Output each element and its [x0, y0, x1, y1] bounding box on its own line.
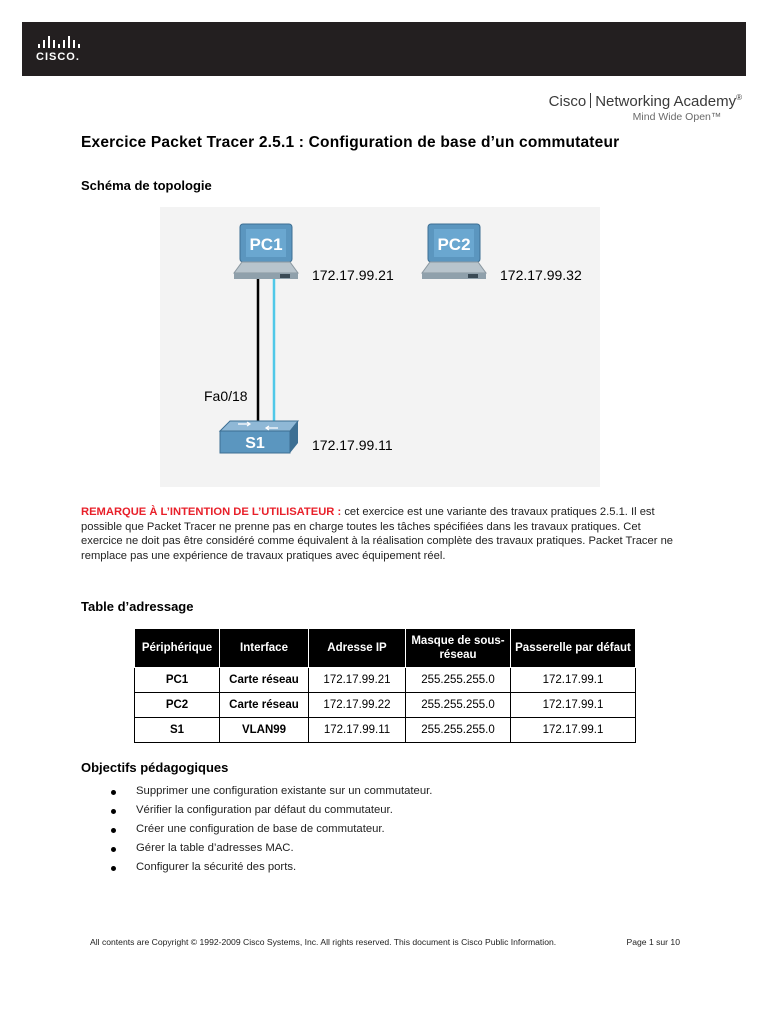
cisco-bars-icon	[38, 34, 96, 48]
table-cell: Carte réseau	[220, 668, 309, 693]
pc1-label: PC1	[249, 235, 283, 254]
list-item: Configurer la sécurité des ports.	[109, 861, 432, 880]
academy-tagline: Mind Wide Open™	[632, 111, 722, 123]
port-label: Fa0/18	[204, 388, 248, 404]
pc1-icon	[234, 224, 298, 279]
table-row	[135, 693, 636, 718]
table-cell: 255.255.255.0	[406, 668, 511, 693]
remark-body: cet exercice est une variante des travaux pratiques 2.5.1. Il est possible que Packet Tracer ne prenne pas en charge toutes les tâches spécifiées dans les travaux pratiques. Cet exercice ne doit pas être considéré comme équivalent à la réalisation complète des travaux pratiques. Packet Tracer ne remplace pas une expérience de travaux pratiques avec équipement réel.	[81, 506, 674, 562]
table-cell: PC1	[135, 668, 220, 693]
column-header: Périphérique	[135, 629, 220, 668]
column-header: Passerelle par défaut	[511, 629, 636, 668]
addressing-table	[134, 628, 636, 743]
pc2-icon	[422, 224, 486, 279]
objectives-heading: Objectifs pédagogiques	[81, 760, 229, 775]
table-cell: 255.255.255.0	[406, 693, 511, 718]
page-footer	[90, 937, 680, 947]
column-header: Interface	[220, 629, 309, 668]
table-cell: VLAN99	[220, 718, 309, 743]
table-row	[135, 718, 636, 743]
page-title: Exercice Packet Tracer 2.5.1 : Configuration de base d’un commutateur	[81, 134, 620, 151]
table-cell: 172.17.99.1	[511, 693, 636, 718]
table-cell: 172.17.99.21	[309, 668, 406, 693]
pc2-ip: 172.17.99.32	[500, 267, 582, 283]
registered-mark: ®	[736, 93, 742, 102]
table-cell: 172.17.99.1	[511, 718, 636, 743]
table-cell: Carte réseau	[220, 693, 309, 718]
table-cell: 172.17.99.22	[309, 693, 406, 718]
table-cell: 172.17.99.11	[309, 718, 406, 743]
page-number: Page 1 sur 10	[626, 937, 680, 947]
remark-lead: REMARQUE À L’INTENTION DE L’UTILISATEUR :	[81, 506, 342, 518]
table-cell: 255.255.255.0	[406, 718, 511, 743]
list-item: Vérifier la configuration par défaut du commutateur.	[109, 804, 432, 823]
column-header: Adresse IP	[309, 629, 406, 668]
topology-diagram	[160, 207, 600, 487]
table-cell: S1	[135, 718, 220, 743]
objectives-list	[109, 785, 432, 880]
switch-s1-icon	[220, 421, 298, 453]
cisco-logo	[36, 34, 96, 64]
column-header: Masque de sous-réseau	[406, 629, 511, 668]
academy-brand: Cisco	[548, 93, 587, 110]
list-item: Créer une configuration de base de commutateur.	[109, 823, 432, 842]
pc2-label: PC2	[437, 235, 471, 254]
networking-academy-logo	[549, 93, 742, 123]
table-cell: 172.17.99.1	[511, 668, 636, 693]
copyright-notice: All contents are Copyright © 1992-2009 Cisco Systems, Inc. All rights reserved. This document is Cisco Public Information.	[90, 937, 557, 947]
header-bar	[22, 22, 746, 76]
pc1-ip: 172.17.99.21	[312, 267, 394, 283]
topology-heading: Schéma de topologie	[81, 178, 212, 193]
user-remark	[81, 505, 681, 563]
list-item: Gérer la table d’adresses MAC.	[109, 842, 432, 861]
cisco-wordmark: CISCO.	[36, 51, 80, 63]
table-row	[135, 668, 636, 693]
addressing-heading: Table d’adressage	[81, 599, 194, 614]
list-item: Supprimer une configuration existante sur un commutateur.	[109, 785, 432, 804]
switch-ip: 172.17.99.11	[312, 437, 393, 453]
table-cell: PC2	[135, 693, 220, 718]
switch-label: S1	[245, 435, 265, 452]
academy-name: Networking Academy	[595, 93, 737, 110]
